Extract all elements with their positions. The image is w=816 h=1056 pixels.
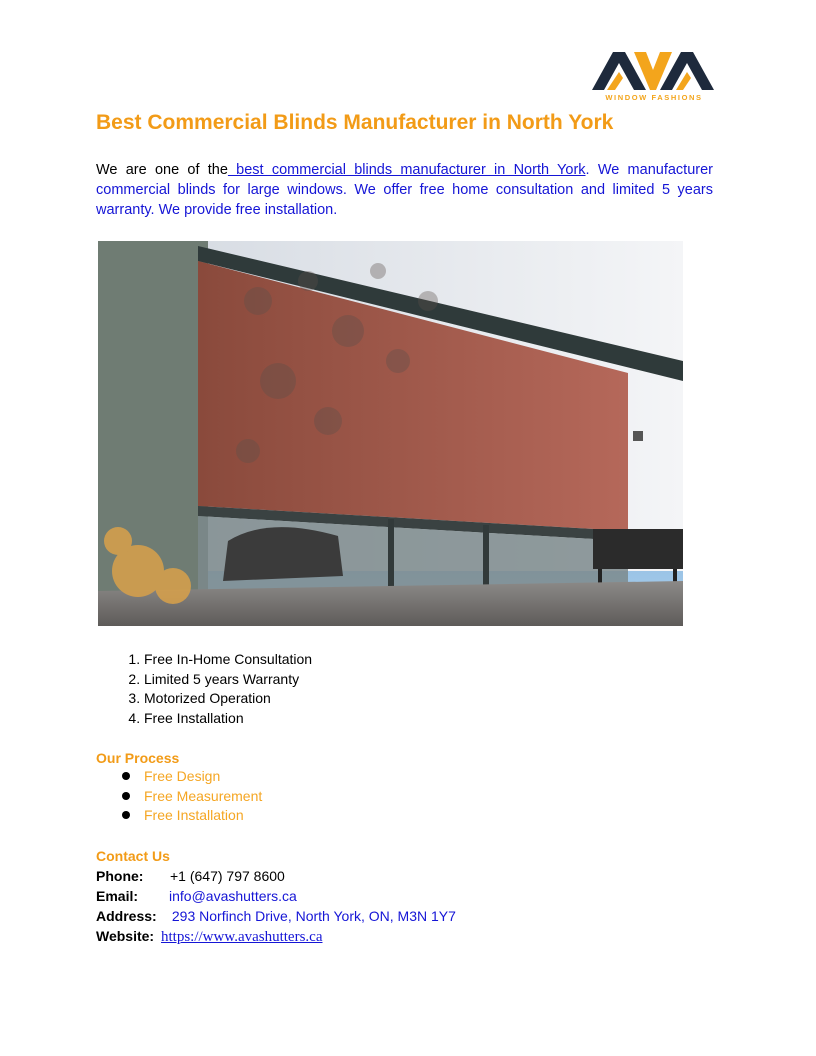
list-item: 2. Limited 5 years Warranty bbox=[144, 670, 312, 690]
commercial-blind-photo bbox=[98, 241, 683, 626]
contact-block bbox=[96, 866, 456, 946]
list-item: Free Measurement bbox=[144, 787, 262, 807]
contact-heading: Contact Us bbox=[96, 848, 170, 864]
page-title: Best Commercial Blinds Manufacturer in North York bbox=[96, 111, 614, 134]
list-item: 4. Free Installation bbox=[144, 709, 312, 729]
commercial-blinds-link[interactable]: best commercial blinds manufacturer in North York bbox=[227, 162, 586, 178]
website-row bbox=[96, 926, 456, 946]
list-item: Free Installation bbox=[144, 806, 262, 826]
address-row bbox=[96, 906, 456, 926]
company-logo bbox=[590, 48, 716, 104]
process-list bbox=[96, 767, 262, 826]
list-item: 3. Motorized Operation bbox=[144, 689, 312, 709]
email-label: Email: bbox=[96, 888, 139, 904]
address-value: 293 Norfinch Drive, North York, ON, M3N 1Y7 bbox=[168, 908, 456, 924]
intro-rest: . We manufacturer commercial blinds for large windows. We offer free home consultation and limited 5 years warranty. We provide free installation. bbox=[96, 162, 713, 218]
website-label: Website: bbox=[96, 928, 155, 944]
intro-lead: We are one of the bbox=[96, 162, 228, 178]
address-label: Address: bbox=[96, 908, 157, 924]
phone-label: Phone: bbox=[96, 868, 144, 884]
email-link[interactable]: info@avashutters.ca bbox=[169, 888, 297, 904]
list-item: Free Design bbox=[144, 767, 262, 787]
logo-tagline: WINDOW FASHIONS bbox=[605, 93, 703, 102]
website-link[interactable]: https://www.avashutters.ca bbox=[161, 929, 323, 945]
email-row bbox=[96, 886, 456, 906]
intro-paragraph bbox=[96, 160, 713, 220]
phone-value: +1 (647) 797 8600 bbox=[170, 868, 285, 884]
list-item: 1. Free In-Home Consultation bbox=[144, 650, 312, 670]
phone-row bbox=[96, 866, 456, 886]
benefits-list bbox=[96, 650, 312, 728]
process-heading: Our Process bbox=[96, 750, 180, 766]
